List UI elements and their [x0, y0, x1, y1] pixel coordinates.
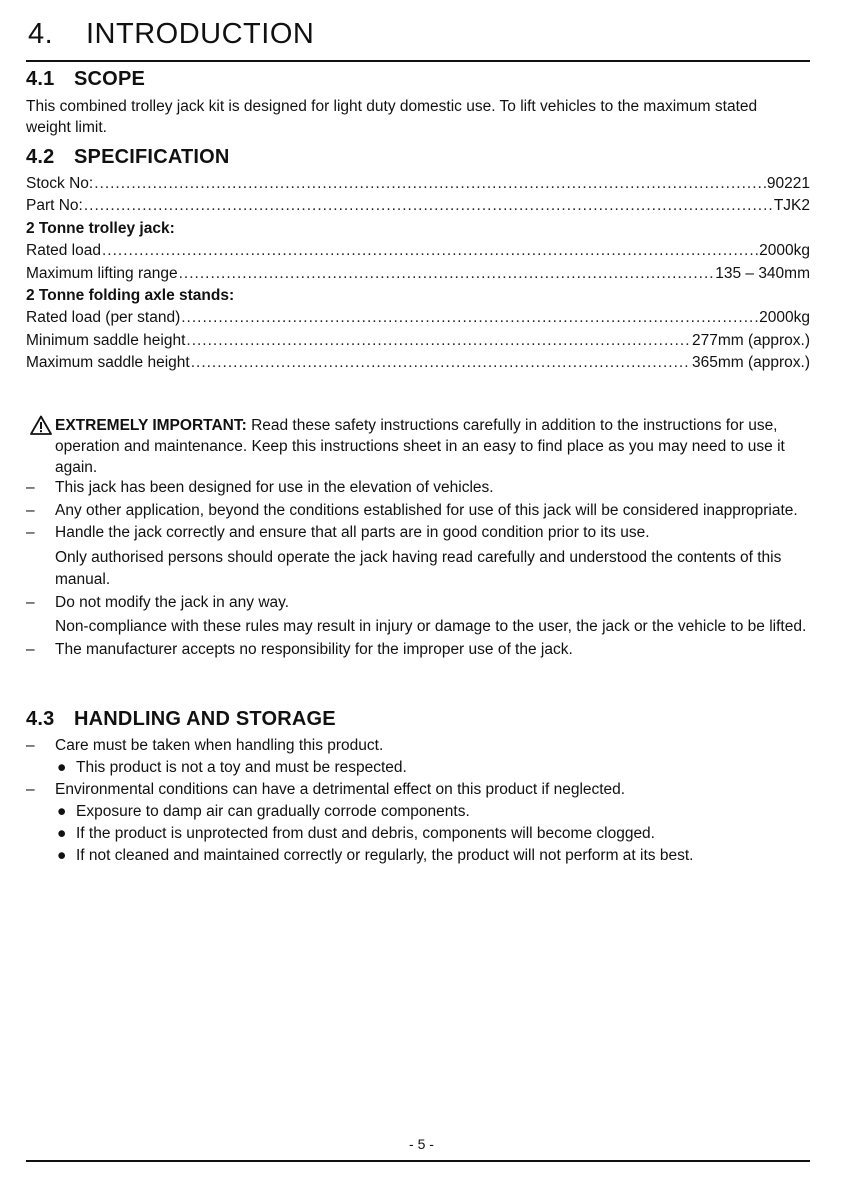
dot-leader	[181, 307, 758, 329]
bullet-item	[55, 845, 810, 867]
dash-marker: –	[26, 737, 35, 754]
spec-label: Maximum saddle height	[26, 354, 190, 372]
spec-row-stock-no	[26, 173, 810, 195]
spec-label: Rated load (per stand)	[26, 309, 181, 327]
bullet-list	[55, 801, 810, 867]
bullet-item	[55, 823, 810, 845]
spec-label: Part No:	[26, 197, 83, 215]
list-item-text: This jack has been designed for use in the elevation of vehicles.	[55, 479, 494, 496]
spec-label: Stock No:	[26, 175, 94, 192]
specification-heading	[26, 146, 230, 169]
spec-row-stand-rated-load	[26, 307, 810, 329]
bottom-rule	[26, 1160, 810, 1162]
spec-value: 90221	[766, 175, 810, 192]
safety-warning-label: EXTREMELY IMPORTANT:	[55, 417, 247, 434]
bullet-icon: ●	[57, 825, 67, 842]
list-item	[26, 592, 810, 639]
spec-label: Minimum saddle height	[26, 331, 186, 349]
dot-leader	[94, 173, 766, 195]
warning-triangle-icon	[30, 415, 52, 435]
scope-text: This combined trolley jack kit is designed for light duty domestic use. To lift vehicles to the maximum stated weight limit.	[26, 98, 758, 136]
bullet-list	[55, 757, 810, 779]
list-item	[26, 779, 810, 867]
spec-row-jack-rated-load	[26, 240, 810, 262]
dash-marker: –	[26, 479, 35, 496]
dash-marker: –	[26, 524, 35, 541]
spec-row-min-saddle-height	[26, 330, 810, 352]
bullet-text: If the product is unprotected from dust and debris, components will become clogged.	[76, 825, 655, 842]
title-rule	[26, 60, 810, 62]
page-number: - 5 -	[409, 1136, 434, 1152]
dash-marker: –	[26, 640, 35, 658]
list-item-text: The manufacturer accepts no responsibility for the improper use of the jack.	[55, 640, 573, 658]
spec-row-part-no	[26, 195, 810, 217]
bullet-icon: ●	[57, 759, 67, 776]
handling-heading-text: HANDLING AND STORAGE	[74, 708, 336, 730]
dash-marker: –	[26, 593, 35, 611]
spec-value: 2000kg	[759, 309, 810, 327]
bullet-text: This product is not a toy and must be respected.	[76, 759, 407, 776]
list-item	[26, 522, 810, 592]
dot-leader	[102, 240, 758, 262]
spec-value: 277mm (approx.)	[691, 331, 810, 349]
spec-group-heading-jack: 2 Tonne trolley jack:	[26, 219, 175, 237]
list-item-text: Any other application, beyond the conditions established for use of this jack will be considered inappropriate.	[55, 501, 798, 519]
dot-leader	[179, 263, 715, 285]
dash-marker: –	[26, 501, 35, 519]
spec-row-lifting-range	[26, 263, 810, 285]
bullet-text: If not cleaned and maintained correctly or regularly, the product will not perform at its best.	[76, 847, 694, 864]
list-item-text: Handle the jack correctly and ensure that all parts are in good condition prior to its use.	[55, 524, 650, 541]
spec-row-max-saddle-height	[26, 352, 810, 374]
safety-warning-text: Read these safety instructions carefully in addition to the instructions for use, operation and maintenance. Keep this instructions sheet in an easy to find place as you may need to use it again.	[55, 417, 785, 476]
spec-group-heading-stands: 2 Tonne folding axle stands:	[26, 286, 235, 304]
page-title	[28, 18, 314, 51]
safety-warning	[30, 415, 810, 478]
scope-heading-number: 4.1	[26, 68, 55, 90]
page-title-text: INTRODUCTION	[86, 18, 315, 50]
list-item	[26, 735, 810, 779]
list-item-note: Non-compliance with these rules may result in injury or damage to the user, the jack or the vehicle to be lifted.	[55, 618, 807, 635]
scope-heading-text: SCOPE	[74, 68, 146, 90]
specification-heading-text: SPECIFICATION	[74, 146, 230, 168]
dash-marker: –	[26, 781, 35, 798]
handling-heading-number: 4.3	[26, 708, 55, 730]
spec-value: 365mm (approx.)	[691, 354, 810, 372]
specification-table	[26, 173, 810, 375]
safety-list	[26, 477, 810, 661]
page-title-number: 4.	[28, 18, 54, 50]
bullet-item	[55, 801, 810, 823]
spec-label: Maximum lifting range	[26, 264, 178, 282]
list-item	[26, 477, 810, 500]
scope-heading	[26, 68, 145, 91]
handling-heading	[26, 708, 336, 731]
list-item-text: Care must be taken when handling this product.	[55, 737, 384, 754]
bullet-text: Exposure to damp air can gradually corrode components.	[76, 803, 470, 820]
list-item-note: Only authorised persons should operate the jack having read carefully and understood the contents of this manual.	[55, 548, 782, 588]
bullet-icon: ●	[57, 847, 67, 864]
specification-heading-number: 4.2	[26, 146, 55, 168]
list-item-text: Do not modify the jack in any way.	[55, 593, 290, 611]
list-item-text: Environmental conditions can have a detrimental effect on this product if neglected.	[55, 781, 626, 798]
spec-value: TJK2	[773, 197, 810, 215]
safety-warning-paragraph	[30, 415, 810, 478]
bullet-item	[55, 757, 810, 779]
spec-label: Rated load	[26, 242, 101, 260]
list-item	[26, 639, 810, 662]
dot-leader	[186, 330, 691, 352]
bullet-icon: ●	[57, 803, 67, 820]
dot-leader	[191, 352, 691, 374]
dot-leader	[84, 195, 773, 217]
list-item	[26, 500, 810, 523]
handling-list	[26, 735, 810, 867]
spec-value: 135 – 340mm	[715, 264, 810, 282]
spec-value: 2000kg	[759, 242, 810, 260]
